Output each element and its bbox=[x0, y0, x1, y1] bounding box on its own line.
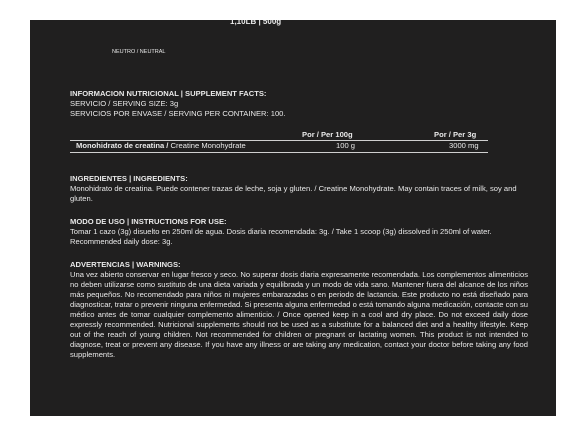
value-per-100g: 100 g bbox=[336, 141, 356, 150]
servings-per-container: SERVICIOS POR ENVASE / SERVING PER CONTAINER: 100. bbox=[70, 109, 286, 118]
usage-text: Tomar 1 cazo (3g) disuelto en 250ml de agua. Dosis diaria recomendada: 3g. / Take 1 scoop (3g) dissolved in 250ml of water. Recommended daily dose: 3g. bbox=[70, 227, 492, 246]
table-row bbox=[70, 140, 488, 153]
warnings-section bbox=[70, 260, 528, 360]
usage-heading: MODO DE USO | INSTRUCTIONS FOR USE: bbox=[70, 217, 227, 226]
ingredients-text: Monohidrato de creatina. Puede contener trazas de leche, soja y gluten. / Creatine Monohydrate. May contain traces of milk, soy and gluten. bbox=[70, 184, 517, 203]
ingredient-name-es: Monohidrato de creatina / bbox=[76, 141, 169, 150]
usage-section bbox=[70, 217, 528, 247]
column-header-per-100g: Por / Per 100g bbox=[302, 130, 353, 139]
nutrition-section bbox=[70, 89, 528, 119]
ingredient-name-en: Creatine Monohydrate bbox=[170, 141, 246, 150]
table-header bbox=[70, 130, 488, 140]
flavor-label: NEUTRO / NEUTRAL bbox=[112, 49, 166, 55]
value-per-3g: 3000 mg bbox=[449, 141, 479, 150]
ingredient-name bbox=[76, 141, 246, 151]
product-label bbox=[30, 20, 556, 416]
nutrition-heading: INFORMACION NUTRICIONAL | SUPPLEMENT FACTS: bbox=[70, 89, 267, 98]
ingredients-heading: INGREDIENTES | INGREDIENTS: bbox=[70, 174, 188, 183]
ingredients-section bbox=[70, 174, 528, 204]
column-header-per-3g: Por / Per 3g bbox=[434, 130, 477, 139]
warnings-heading: ADVERTENCIAS | WARNINGS: bbox=[70, 260, 181, 269]
serving-size: SERVICIO / SERVING SIZE: 3g bbox=[70, 99, 179, 108]
net-weight: 1,10LB | 500g bbox=[230, 20, 282, 26]
warnings-text: Una vez abierto conservar en lugar fresco y seco. No superar dosis diaria expresamente recomendada. Los complementos alimenticios no deben utilizarse como sustituto de una dieta variada y equilibrada y un modo de vida sano. Mantener fuera del alcance de los niños más pequeños. No recomendado para niños ni mujeres embarazadas o en periodo de lactancia. Este producto no está diseñado para diagnosticar, tratar o prevenir ninguna enfermedad. Si presenta alguna enfermedad o está tomando alguna medicación, contacte con su médico antes de tomar cualquier complemento alimenticio. / Once opened keep in a cool and dry place. Do not exceed daily dose expressly recommended. Nutricional supplements should not be used as a substitute for a balanced diet and a healthy lifestyle. Keep out of the reach of young children. Not recommended for children or pregnant or lactating women. This product is not intended to diagnose, treat or prevent any disease. If you have any illness or are taking any medication, contact your doctor before taking any food supplements. bbox=[70, 270, 528, 359]
nutrition-table bbox=[70, 130, 488, 153]
